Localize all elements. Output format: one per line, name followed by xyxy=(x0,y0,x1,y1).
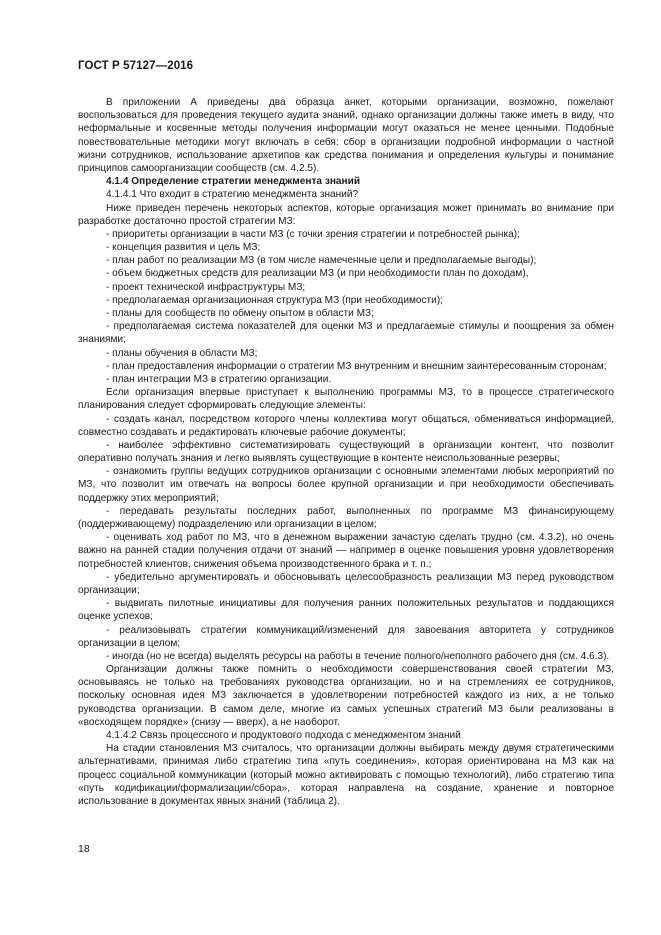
list-item: - предполагаемая организационная структура МЗ (при необходимости); xyxy=(106,294,443,306)
list-item: - реализовывать стратегии коммуникаций/изменений для завоевания авторитета у сотрудников организации в целом; xyxy=(78,624,614,649)
list-item: - план интеграции МЗ в стратегию организации. xyxy=(106,373,332,385)
list-item: - убедительно аргументировать и обосновывать целесообразность реализации МЗ перед руководством организации; xyxy=(78,571,614,596)
paragraph-appendix-a: В приложении А приведены два образца анкет, которыми организации, возможно, пожелают воспользоваться для проведения текущего аудита знаний, однако организации должны также иметь в виду, что неформальные и косвенные методы получения информации могут оказаться не менее ценными. Подобные повествовательные методики могут включать в себя: сбор в организации подробной информации о частной жизни сотрудников, использование архетипов как средства понимания и определения культуры и понимание принципов самоорганизации сообществ (см. 4.2.5). xyxy=(78,97,614,174)
list-item: - проект технической инфраструктуры МЗ; xyxy=(106,281,306,293)
paragraph-first-program: Если организация впервые приступает к выполнению программы МЗ, то в процессе стратегического планирования следует сформировать следующие элементы: xyxy=(78,387,614,412)
subsection-heading-4-1-4-2: 4.1.4.2 Связь процессного и продуктового подхода с менеджментом знаний xyxy=(106,730,461,741)
list-item: - ознакомить группы ведущих сотрудников организации с основными элементами любых мероприятий по МЗ, что позволит им отвечать на вопросы более крупной организации и при необходимости обеспечивать поддержку этих мероприятий; xyxy=(78,466,614,504)
list-item: - оценивать ход работ по МЗ, что в денежном выражении зачастую сделать трудно (см. 4.3.2), но очень важно на ранней стадии получения отдачи от знаний — например в оценке повышения уровня удовлетворения потребностей клиентов, снижения объема производственного брака и т. п.; xyxy=(78,532,614,570)
list-item: - объем бюджетных средств для реализации МЗ (и при необходимости план по доходам), xyxy=(106,268,529,280)
list-item: - создать канал, посредством которого члены коллектива могут общаться, обмениваться информацией, совместно создавать и редактировать ключевые рабочие документы; xyxy=(78,413,614,438)
list-item: - предполагаемая система показателей для оценки МЗ и предлагаемые стимулы и поощрения за обмен знаниями; xyxy=(78,321,614,346)
list-item: - концепция развития и цель МЗ; xyxy=(106,242,261,254)
page-number: 18 xyxy=(78,843,90,855)
paragraph-intro-list: Ниже приведен перечень некоторых аспектов, которые организация может принимать во внимание при разработке достаточно простой стратегии МЗ: xyxy=(78,202,614,227)
page-header: ГОСТ Р 57127—2016 xyxy=(78,60,194,72)
list-item: - план предоставления информации о стратегии МЗ внутренним и внешним заинтересованным сторонам; xyxy=(106,360,607,372)
list-item: - выдвигать пилотные инициативы для получения ранних положительных результатов и поддающихся оценке успехов; xyxy=(78,598,614,623)
subsection-heading-4-1-4-1: 4.1.4.1 Что входит в стратегию менеджмента знаний? xyxy=(106,189,359,201)
paragraph-strategic-alternatives: На стадии становления МЗ считалось, что организации должны выбирать между двумя стратегическими альтернативами, принимая либо стратегию типа «путь соединения», которая ориентирована на МЗ как на процесс социальной коммуникации (который можно активировать с помощью технологий), либо стратегию типа «путь кодификации/формализации/сбора», которая направлена на создание, хранение и повторное использование в документах явных знаний (таблица 2). xyxy=(78,743,614,807)
document-body xyxy=(78,96,614,808)
section-heading-4-1-4: 4.1.4 Определение стратегии менеджмента знаний xyxy=(106,176,361,188)
list-item: - планы обучения в области МЗ; xyxy=(106,347,258,359)
list-item: - иногда (но не всегда) выделять ресурсы на работы в течение полного/неполного рабочего дня (см. 4.6.3). xyxy=(106,650,610,662)
list-item: - план работ по реализации МЗ (в том числе намеченные цели и предполагаемые выгоды); xyxy=(106,255,537,267)
list-item: - приоритеты организации в части МЗ (с точки зрения стратегии и потребностей рынка); xyxy=(106,228,520,240)
list-item: - наиболее эффективно систематизировать существующий в организации контент, что позволит оперативно получать знания и легко выявлять существующие в контенте неиспользованные резервы; xyxy=(78,439,614,465)
paragraph-strategy-improvement: Организации должны также помнить о необходимости совершенствования своей стратегии МЗ, основываясь не только на требованиях руководства организации, но и на стремлениях ее сотрудников, поскольку основная идея МЗ заключается в удовлетворении потребностей каждого из них, а не только руководства организации. В самом деле, многие из самых успешных стратегий МЗ были реализованы в «восходящем порядке» (снизу — вверх), а не наоборот. xyxy=(78,664,614,728)
list-item: - передавать результаты последних работ, выполненных по программе МЗ финансирующему (поддерживающему) подразделению или организации в целом; xyxy=(78,505,614,530)
list-item: - планы для сообществ по обмену опытом в области МЗ; xyxy=(106,308,374,319)
